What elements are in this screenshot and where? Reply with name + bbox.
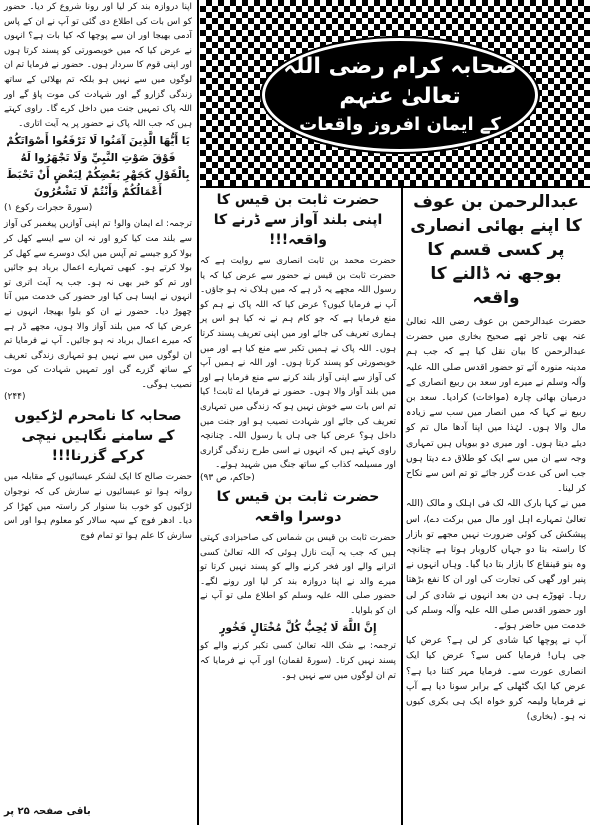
middle-paragraph-2: حضرت ثابت بن قیس بن شماس کی صاحبزادی کہتی ہیں کہ جب یہ آیت نازل ہوئی کہ اللہ تعالیٰ کسی اترانے والے اور فخر کرنے والے کو پسند نہیں کرتا تو میرے والد نے اپنا دروازہ بند کر لیا اور رونے لگے۔ حضور صلی اللہ علیہ وسلم کو اطلاع ملی تو آپ نے ان کو بلوایا۔ bbox=[200, 532, 396, 616]
banner-checkered bbox=[200, 0, 590, 186]
right-paragraph-2: میں نے کہا بارک اللہ لک فی اہلک و مالک (اللہ تعالیٰ تمہارے اہل اور مال میں برکت دے)، اس پیشکش کی کوئی ضرورت نہیں مجھے تو بازار کا راستہ بتا دو جہاں کاروبار ہوتا ہے چنانچہ وہ بنو قینقاع کا بازار بتا دیا گیا۔ وہاں انہوں نے پنیر اور گھی کی تجارت کی اور ان کا نفع بڑھتا رہا۔ تھوڑے ہی دن بعد انہوں نے شادی کر لی اور حضور اقدس صلی اللہ علیہ وآلہ وسلم کی خدمت میں حاضر ہوئے۔ bbox=[406, 498, 586, 632]
middle-reference-1: (حاکم، ص ۹۳) bbox=[200, 472, 255, 483]
middle-paragraph-3: ترجمہ: بے شک اللہ تعالیٰ کسی تکبر کرنے والے کو پسند نہیں کرتا۔ (سورۃ لقمان) اور آپ نے فرمایا کہ تم ان لوگوں میں سے نہیں ہو۔ bbox=[200, 641, 396, 681]
continued-footer: باقی صفحہ ۲۵ پر bbox=[4, 806, 91, 817]
middle-quran-verse: إِنَّ اللَّهَ لَا يُحِبُّ كُلَّ مُخْتَالٍ فَخُورٍ bbox=[219, 622, 377, 635]
left-verse-reference: (سورۃ حجرات رکوع ۱) bbox=[4, 203, 93, 214]
banner-title: صحابہ کرام رضی اللہ تعالیٰ عنہم bbox=[283, 54, 517, 109]
left-column bbox=[0, 0, 196, 825]
left-reference: (۲۴۴) bbox=[4, 392, 26, 403]
middle-heading-1: حضرت ثابت بن قیس کا اپنی بلند آواز سے ڈرنے کا واقعہ!!! bbox=[213, 192, 383, 248]
right-paragraph-1: حضرت عبدالرحمن بن عوف رضی اللہ تعالیٰ عنہ بھی تاجر تھے صحیح بخاری میں حضرت عبدالرحمن کا بیان نقل کیا ہے کہ جب ہم مدینہ منورہ آئے تو حضور اقدس صلی اللہ علیہ وآلہ وسلم نے میرے اور سعد بن ربیع انصاری کے درمیان بھائی چارہ (مواخات) کرادیا۔ سعد بن ربیع نے کہا کہ میں انصار میں سب سے زیادہ مال والا ہوں۔ لہٰذا میں اپنا آدھا مال تم کو دیئے دیتا ہوں۔ اور میری دو بیویاں ہیں تمہاری وجہ سے ان میں سے ایک کو طلاق دے دیتا ہوں جب اس کی عدت گزر جائے تو تم اس سے نکاح کر لینا۔ bbox=[406, 316, 586, 495]
middle-column bbox=[196, 186, 400, 825]
banner-subtitle: کے ایمان افروز واقعات bbox=[299, 114, 501, 135]
middle-paragraph-1: حضرت محمد بن ثابت انصاری سے روایت ہے کہ حضرت ثابت بن قیس نے حضور سے عرض کیا کہ یا رسول اللہ مجھے یہ ڈر ہے کہ میں ہلاک نہ ہو جاؤں۔ آپ نے فرمایا کیوں؟ عرض کیا کہ اللہ پاک نے ہم کو منع فرمایا ہے کہ جو کام ہم نے نہ کیا ہو اس پر ہماری تعریف کی جائے اور میں اپنی تعریف پسند کرتا ہوں۔ اللہ پاک نے ہمیں تکبر سے منع کیا ہے اور میں خوبصورتی کو پسند کرتا ہوں۔ اور اللہ نے ہمیں آپ کی آواز سے اپنی آواز بلند کرنے سے منع فرمایا ہے اور میں بلند آواز والا ہوں۔ حضور نے فرمایا اے ثابت! کیا تم اس بات سے خوش نہیں ہو کہ زندگی میں تمہاری تعریف کی جائے اور شہادت نصیب ہو اور جنت میں داخل ہو؟ عرض کیا جی ہاں یا رسول اللہ۔ چنانچہ راوی کہتے ہیں کہ انہوں نے اسی طرح زندگی گزاری اور مسیلمہ کذاب کے ساتھ جنگ میں شہید ہوئے۔ bbox=[200, 256, 396, 471]
banner-title-box bbox=[262, 38, 538, 152]
right-column bbox=[402, 186, 590, 825]
left-heading: صحابہ کا نامحرم لڑکیوں کے سامنے نگاہیں نیچی کرکے گزرنا!!! bbox=[14, 408, 182, 465]
left-paragraph-3: حضرت صالح کا ایک لشکر عیسائیوں کے مقابلہ میں روانہ ہوا تو عیسائیوں نے سازش کی کہ نوجوان لڑکیوں کو خوب بنا سنوار کر راستہ میں کھڑا کر دیا۔ ادھر فوج کے سپہ سالار کو معلوم ہوا اور اس سازش کا علم ہوا تو تمام فوج bbox=[4, 472, 192, 541]
middle-heading-2: حضرت ثابت بن قیس کا دوسرا واقعہ bbox=[216, 488, 380, 525]
left-paragraph-2: ترجمہ: اے ایمان والو! تم اپنی آوازیں پیغمبر کی آواز سے بلند مت کیا کرو اور نہ ان سے ایسے کھل کر بولا کرو جیسے تم آپس میں ایک دوسرے سے کھل کر بولا کرتے ہو۔ کبھی تمہارے اعمال برباد ہو جائیں اور تم کو خبر بھی نہ ہو۔ جب یہ آیت اتری تو انہوں نے ایسا ہی کیا اور حضور کی خدمت میں آنا چھوڑ دیا۔ حضور نے ان کو بلوا بھیجا، انہوں نے عرض کیا کہ میں بلند آواز والا ہوں، مجھے ڈر ہے کہ میرے اعمال برباد نہ ہو جائیں۔ آپ نے فرمایا تم ان لوگوں میں سے نہیں ہو تمہاری زندگی تعریف کے ساتھ گزرے گی اور تمہیں شہادت کی موت نصیب ہوگی۔ bbox=[4, 219, 192, 390]
right-column-heading: عبدالرحمن بن عوف کا اپنے بھائی انصاری پر کسی قسم کا بوجھ نہ ڈالنے کا واقعہ bbox=[410, 192, 582, 308]
right-paragraph-3: آپ نے پوچھا کیا شادی کر لی ہے؟ عرض کیا جی ہاں! فرمایا کس سے؟ عرض کیا ایک انصاری عورت سے۔ فرمایا مہر کتنا دیا ہے؟ عرض کیا ایک گٹھلی کے برابر سونا دیا ہے آپ نے فرمایا ولیمہ کرو خواہ ایک ہی بکری کیوں نہ ہو۔ (بخاری) bbox=[406, 635, 586, 723]
left-paragraph-1: اپنا دروازہ بند کر لیا اور رونا شروع کر دیا۔ حضور کو اس بات کی اطلاع دی گئی تو آپ نے ان کے پاس آدمی بھیجا اور ان سے پوچھا کہ کیا بات ہے؟ انہوں نے عرض کیا کہ میں خوبصورتی کو پسند کرتا ہوں اور اپنی قوم کا سردار ہوں۔ حضور نے فرمایا تم ان لوگوں میں سے نہیں ہو بلکہ تم بھلائی کے ساتھ زندگی گزارو گے اور شہادت کی موت پاؤ گے اور اللہ پاک تمہیں جنت میں داخل کرے گا۔ راوی کہتے ہیں کہ جب اللہ پاک نے حضور پر یہ آیت اتاری۔ bbox=[4, 2, 192, 129]
left-quran-verse: يَا أَيُّهَا الَّذِينَ آمَنُوا لَا تَرْفَعُوا أَصْوَاتَكُمْ فَوْقَ صَوْتِ النَّبِيِّ وَلَا تَجْهَرُوا لَهُ بِالْقَوْلِ كَجَهْرِ بَعْضِكُمْ لِبَعْضٍ أَنْ تَحْبَطَ أَعْمَالُكُمْ وَأَنْتُمْ لَا تَشْعُرُونَ bbox=[6, 135, 190, 199]
